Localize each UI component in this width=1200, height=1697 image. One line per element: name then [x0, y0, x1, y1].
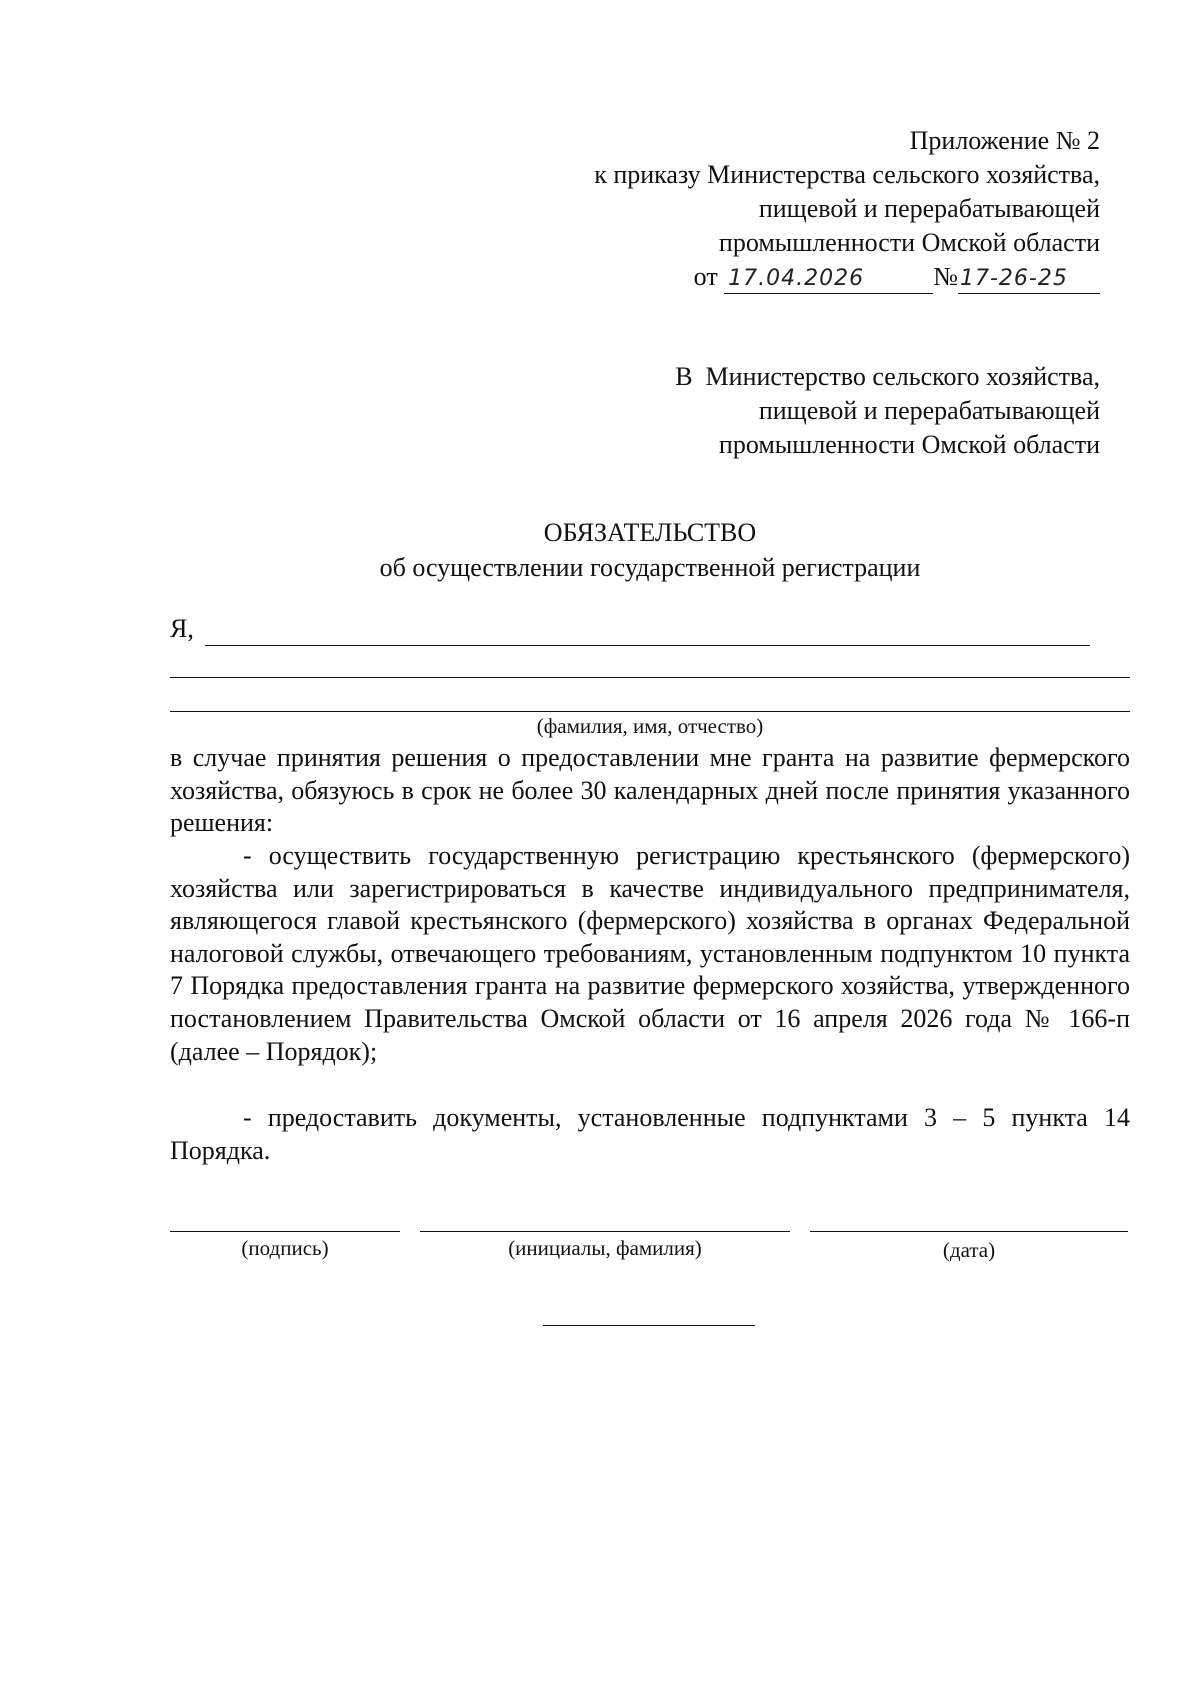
- order-date-number: [480, 260, 1100, 294]
- appendix-region-line: промышленности Омской области: [718, 228, 1100, 257]
- addressee-line-2: пищевой и перерабатывающей: [758, 396, 1100, 425]
- appendix-ministry-line: пищевой и перерабатывающей: [758, 194, 1100, 223]
- appendix-order-ref: к приказу Министерства сельского хозяйства,: [594, 160, 1100, 189]
- order-number-prefix: №: [933, 262, 958, 291]
- signature-line: [170, 1231, 400, 1232]
- end-separator-line: [543, 1325, 755, 1326]
- applicant-name-line-2: [170, 677, 1130, 678]
- applicant-name-line-1: [205, 645, 1090, 646]
- addressee-block: [480, 360, 1100, 462]
- body-paragraph-2: - осуществить государственную регистрацию крестьянского (фермерского) хозяйства или зарегистрироваться в качестве индивидуального предпринимателя, являющегося главой крестьянского (фермерского) хозяйства в органах Федеральной налоговой службы, отвечающего требованиям, установленным подпунктом 10 пункта 7 Порядка предоставления гранта на развитие фермерского хозяйства, утвержденного постановлением Правительства Омской области от 16 апреля 2026 года № 166-п (далее – Порядок);: [170, 841, 1130, 1066]
- initials-caption: (инициалы, фамилия): [508, 1236, 702, 1260]
- appendix-title: Приложение № 2: [909, 126, 1100, 155]
- addressee-line-3: промышленности Омской области: [718, 430, 1100, 459]
- document-title: ОБЯЗАТЕЛЬСТВО: [543, 518, 757, 547]
- applicant-prefix: Я,: [170, 614, 194, 643]
- applicant-name-caption: (фамилия, имя, отчество): [536, 714, 764, 738]
- order-date-handwritten: 17.04.2026: [724, 265, 933, 294]
- appendix-header: [480, 124, 1100, 294]
- addressee-line-1: В Министерство сельского хозяйства,: [675, 362, 1100, 391]
- date-line: [810, 1231, 1128, 1232]
- document-subtitle: об осуществлении государственной регистрации: [379, 553, 921, 582]
- body-paragraph-1: в случае принятия решения о предоставлении мне гранта на развитие фермерского хозяйства, обязуюсь в срок не более 30 календарных дней после принятия указанного решения:: [170, 743, 1130, 838]
- signature-caption: (подпись): [241, 1236, 329, 1260]
- order-date-prefix: от: [693, 262, 718, 291]
- initials-line: [420, 1231, 790, 1232]
- order-number-handwritten: 17-26-25: [958, 265, 1100, 294]
- date-caption: (дата): [942, 1238, 996, 1262]
- body-paragraph-3: - предоставить документы, установленные подпунктами 3 – 5 пункта 14 Порядка.: [170, 1103, 1130, 1165]
